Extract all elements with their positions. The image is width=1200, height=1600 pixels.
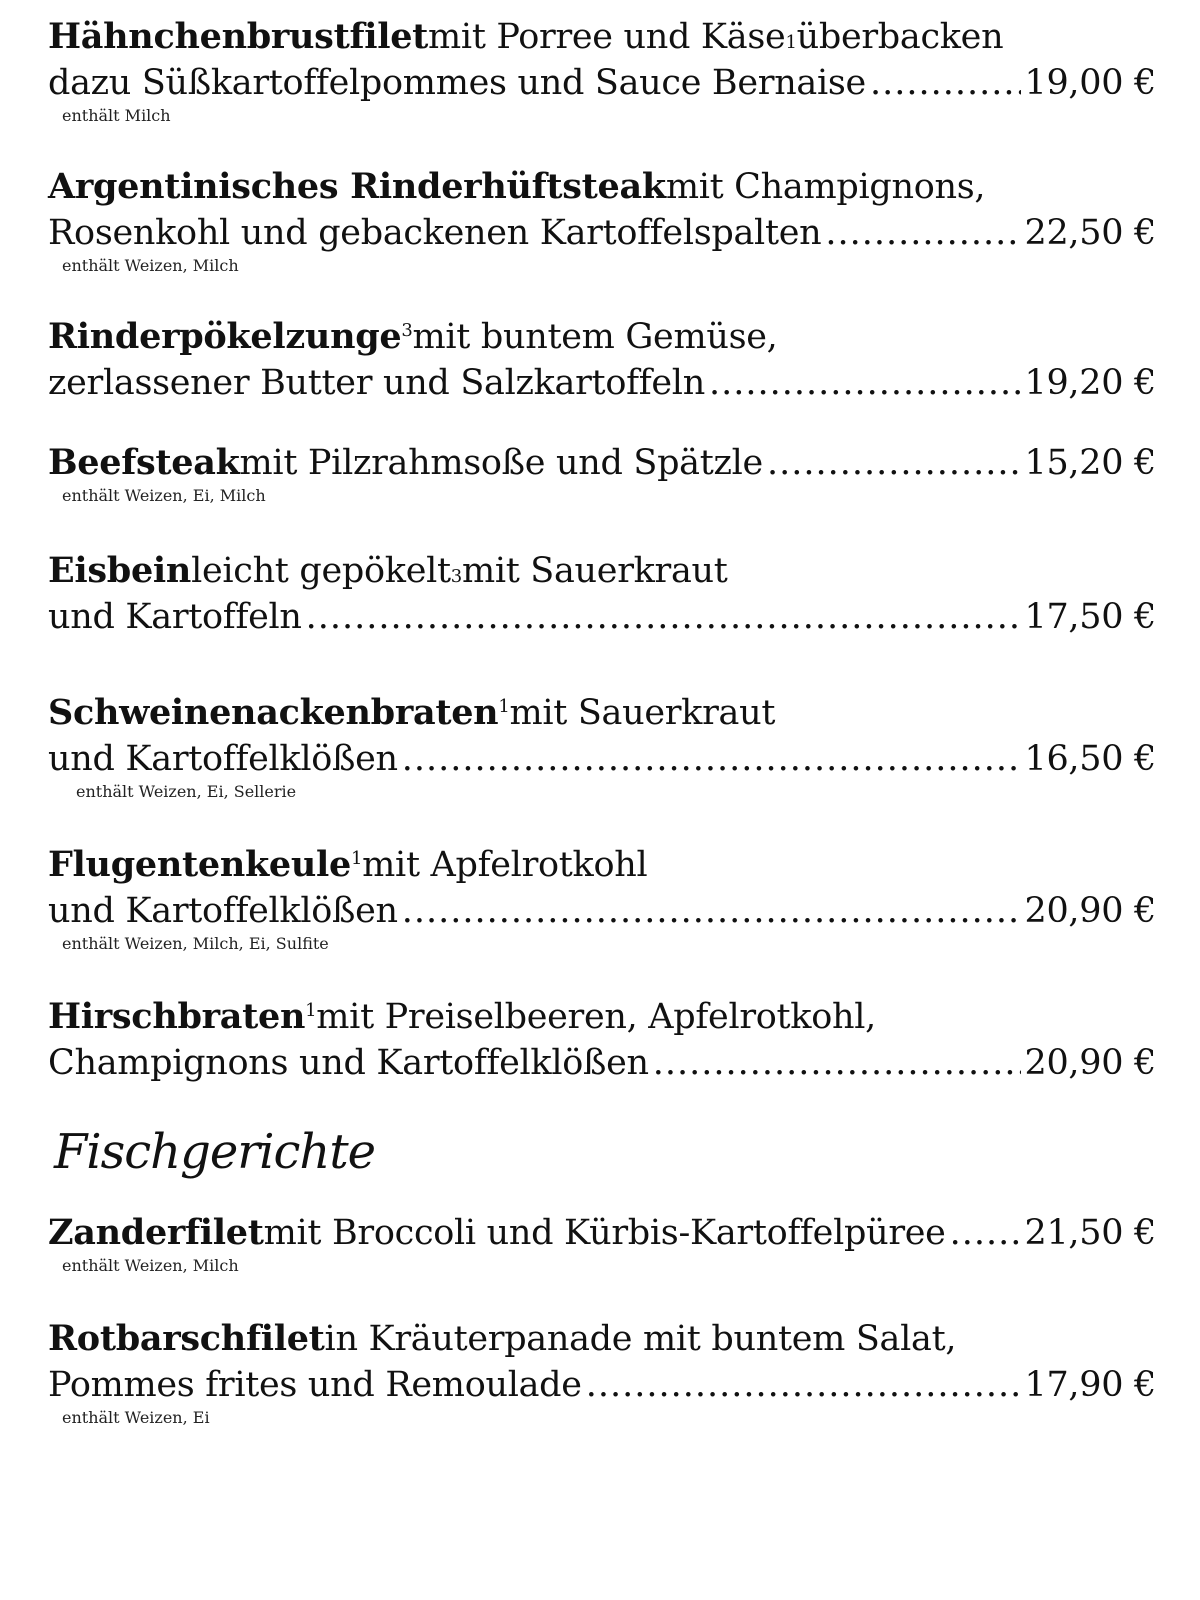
allergen-note: enthält Weizen, Milch — [62, 256, 239, 275]
dot-leader — [709, 360, 1021, 406]
allergen-note: enthält Milch — [62, 106, 171, 125]
dot-leader — [653, 1040, 1021, 1086]
dish-price: 16,50 € — [1024, 739, 1156, 779]
dot-leader — [306, 594, 1021, 640]
footnote-marker: 3 — [401, 320, 413, 341]
dish-description: mit Pilzrahmsoße und Spätzle — [239, 443, 763, 483]
dish-name: Argentinisches Rinderhüftsteak — [48, 166, 666, 207]
dish-price: 22,50 € — [1024, 213, 1156, 253]
dish-zanderfilet — [48, 1210, 1156, 1276]
dish-line-2 — [48, 888, 1156, 934]
dish-price: 21,50 € — [1024, 1213, 1156, 1253]
dish-price: 17,90 € — [1024, 1365, 1156, 1405]
dish-rinderpoekelzunge — [48, 314, 1156, 406]
dish-description: in Kräuterpanade mit buntem Salat, — [324, 1319, 957, 1359]
allergen-note: enthält Weizen, Ei, Milch — [62, 486, 266, 505]
dish-description: Pommes frites und Remoulade — [48, 1365, 582, 1405]
footnote-marker: 1 — [305, 1000, 317, 1021]
dish-description: zerlassener Butter und Salzkartoffeln — [48, 363, 705, 403]
dish-name: Zanderfilet — [48, 1212, 264, 1253]
dish-description: Rosenkohl und gebackenen Kartoffelspalten — [48, 213, 822, 253]
dish-description: und Kartoffelklößen — [48, 739, 398, 779]
dot-leader — [825, 210, 1020, 256]
dish-description: mit Champignons, — [665, 167, 986, 207]
dish-description: mit Broccoli und Kürbis-Kartoffelpüree — [263, 1213, 946, 1253]
dot-leader — [586, 1362, 1021, 1408]
dish-description: leicht gepökelt — [191, 551, 451, 591]
dish-description: mit buntem Gemüse, — [412, 317, 778, 357]
dish-schweinenackenbraten — [48, 690, 1156, 802]
allergen-note: enthält Weizen, Milch, Ei, Sulfite — [62, 934, 329, 953]
dish-line-1 — [48, 164, 1156, 210]
dish-line-1 — [48, 1210, 1156, 1256]
dish-line-2 — [48, 60, 1156, 106]
dish-line-1 — [48, 690, 1156, 736]
dish-description-tail: mit Sauerkraut — [461, 551, 728, 591]
dot-leader — [950, 1210, 1021, 1256]
dish-line-2 — [48, 360, 1156, 406]
dish-name: Rotbarschfilet — [48, 1318, 325, 1359]
dish-description: dazu Süßkartoffelpommes und Sauce Bernaise — [48, 63, 866, 103]
dish-line-1 — [48, 994, 1156, 1040]
dish-price: 20,90 € — [1024, 891, 1156, 931]
dish-description: Champignons und Kartoffelklößen — [48, 1043, 649, 1083]
dish-rotbarschfilet — [48, 1316, 1156, 1428]
dish-line-2 — [48, 210, 1156, 256]
allergen-note: enthält Weizen, Ei — [62, 1408, 210, 1427]
dish-description: und Kartoffelklößen — [48, 891, 398, 931]
dish-line-1: Eisbein leicht gepökelt 3 mit Sauerkraut — [48, 548, 1156, 594]
allergen-note: enthält Weizen, Milch — [62, 1256, 239, 1275]
dish-description: mit Preiselbeeren, Apfelrotkohl, — [316, 997, 876, 1037]
dish-haehnchenbrustfilet — [48, 14, 1156, 126]
dish-description: mit Porree und Käse — [428, 17, 786, 57]
dish-price: 17,50 € — [1024, 597, 1156, 637]
dish-price: 19,00 € — [1024, 63, 1156, 103]
dot-leader — [870, 60, 1021, 106]
dish-price: 15,20 € — [1024, 443, 1156, 483]
dish-name: Hähnchenbrustfilet — [48, 16, 429, 57]
footnote-marker: 1 — [351, 848, 363, 869]
dish-name: Flugentenkeule$^1$ — [48, 844, 363, 885]
dish-price: 20,90 € — [1024, 1043, 1156, 1083]
dish-line-1: Hähnchenbrustfilet mit Porree und Käse 1 überbacken — [48, 14, 1156, 60]
dot-leader — [402, 736, 1021, 782]
dish-line-1 — [48, 1316, 1156, 1362]
dish-name: Beefsteak — [48, 442, 240, 483]
dish-line-2 — [48, 736, 1156, 782]
dish-description: mit Sauerkraut — [509, 693, 776, 733]
dish-description-tail: überbacken — [796, 17, 1004, 57]
dish-line-2 — [48, 1040, 1156, 1086]
dish-line-1 — [48, 440, 1156, 486]
allergen-note: enthält Weizen, Ei, Sellerie — [76, 782, 297, 801]
dish-price: 19,20 € — [1024, 363, 1156, 403]
dish-beefsteak — [48, 440, 1156, 506]
dish-hirschbraten — [48, 994, 1156, 1086]
dish-name: Eisbein — [48, 550, 192, 591]
dish-name: Rinderpökelzunge$^3$ — [48, 316, 413, 357]
dish-rinderhueftsteak — [48, 164, 1156, 276]
dish-eisbein — [48, 548, 1156, 640]
dish-line-1 — [48, 314, 1156, 360]
dot-leader — [402, 888, 1021, 934]
section-title-fischgerichte: Fischgerichte — [54, 1124, 376, 1180]
dish-line-2 — [48, 594, 1156, 640]
dot-leader — [767, 440, 1021, 486]
dish-name: Hirschbraten$^1$ — [48, 996, 317, 1037]
dish-flugentenkeule — [48, 842, 1156, 954]
dish-description: und Kartoffeln — [48, 597, 302, 637]
footnote-marker: 1 — [498, 696, 510, 717]
dish-line-2 — [48, 1362, 1156, 1408]
dish-description: mit Apfelrotkohl — [362, 845, 648, 885]
dish-name: Schweinenackenbraten$^1$ — [48, 692, 510, 733]
menu-page — [48, 14, 1156, 1428]
dish-line-1 — [48, 842, 1156, 888]
